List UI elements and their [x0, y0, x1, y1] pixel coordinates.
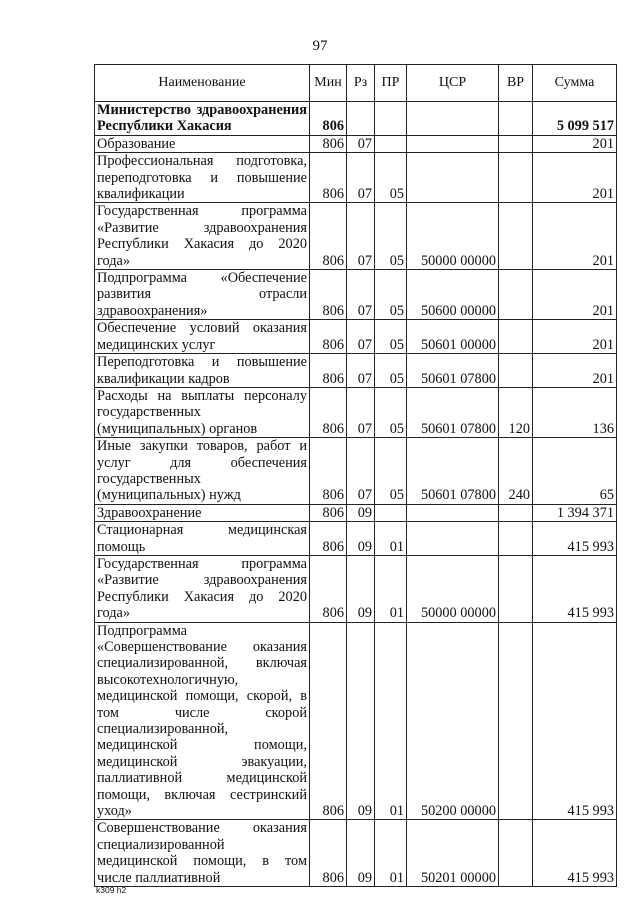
header-vr: ВР — [499, 65, 533, 102]
table-row — [95, 438, 617, 505]
row-rz: 07 — [347, 438, 375, 505]
row-name: Стационарная медицинская помощь — [95, 522, 310, 556]
page-number: 97 — [312, 38, 328, 54]
row-csr: 50600 00000 — [407, 270, 499, 320]
row-csr: 50601 07800 — [407, 387, 499, 437]
row-sum: 201 — [533, 135, 617, 152]
row-pr — [375, 135, 407, 152]
row-pr: 01 — [375, 555, 407, 622]
row-csr: 50200 00000 — [407, 622, 499, 820]
row-vr — [499, 320, 533, 354]
row-sum: 201 — [533, 354, 617, 388]
row-csr: 50601 07800 — [407, 438, 499, 505]
table-row — [95, 622, 617, 820]
row-min: 806 — [310, 820, 347, 887]
header-csr: ЦСР — [407, 65, 499, 102]
row-min: 806 — [310, 622, 347, 820]
row-name: Расходы на выплаты персоналу государственных (муниципальных) органов — [95, 387, 310, 437]
row-rz: 07 — [347, 354, 375, 388]
row-min: 806 — [310, 354, 347, 388]
row-pr: 05 — [375, 203, 407, 270]
row-csr — [407, 153, 499, 203]
row-name: Государственная программа «Развитие здравоохранения Республики Хакасия до 2020 года» — [95, 203, 310, 270]
row-name: Подпрограмма «Обеспечение развития отрасли здравоохранения» — [95, 270, 310, 320]
table-row — [95, 522, 617, 556]
footer-code: k309 h2 — [96, 885, 127, 895]
row-vr — [499, 622, 533, 820]
table-row — [95, 102, 617, 136]
row-sum: 1 394 371 — [533, 504, 617, 521]
row-sum: 415 993 — [533, 622, 617, 820]
row-vr: 240 — [499, 438, 533, 505]
row-sum: 201 — [533, 153, 617, 203]
row-pr: 05 — [375, 354, 407, 388]
row-min: 806 — [310, 438, 347, 505]
row-vr — [499, 820, 533, 887]
row-name: Профессиональная подготовка, переподготовка и повышение квалификации — [95, 153, 310, 203]
row-name: Обеспечение условий оказания медицинских услуг — [95, 320, 310, 354]
row-vr — [499, 555, 533, 622]
row-pr: 05 — [375, 320, 407, 354]
table-row — [95, 555, 617, 622]
row-rz: 07 — [347, 203, 375, 270]
row-csr: 50000 00000 — [407, 203, 499, 270]
row-name: Иные закупки товаров, работ и услуг для обеспечения государственных (муниципальных) нужд — [95, 438, 310, 505]
header-min: Мин — [310, 65, 347, 102]
row-pr: 05 — [375, 438, 407, 505]
row-vr — [499, 270, 533, 320]
row-sum: 415 993 — [533, 522, 617, 556]
row-min: 806 — [310, 504, 347, 521]
table-row — [95, 387, 617, 437]
row-sum: 201 — [533, 270, 617, 320]
row-name: Совершенствование оказания специализированной медицинской помощи, в том числе паллиативной — [95, 820, 310, 887]
row-pr: 01 — [375, 522, 407, 556]
row-rz — [347, 102, 375, 136]
table-row — [95, 320, 617, 354]
header-sum: Сумма — [533, 65, 617, 102]
row-min: 806 — [310, 555, 347, 622]
row-csr: 50201 00000 — [407, 820, 499, 887]
row-vr — [499, 354, 533, 388]
row-rz: 09 — [347, 504, 375, 521]
row-name: Переподготовка и повышение квалификации кадров — [95, 354, 310, 388]
row-vr — [499, 153, 533, 203]
row-csr: 50000 00000 — [407, 555, 499, 622]
table-row — [95, 270, 617, 320]
row-min: 806 — [310, 153, 347, 203]
row-sum: 201 — [533, 203, 617, 270]
row-min: 806 — [310, 102, 347, 136]
row-pr: 01 — [375, 820, 407, 887]
row-name: Здравоохранение — [95, 504, 310, 521]
row-min: 806 — [310, 522, 347, 556]
row-vr — [499, 203, 533, 270]
table-row — [95, 153, 617, 203]
row-rz: 07 — [347, 387, 375, 437]
row-name: Министерство здравоохранения Республики Хакасия — [95, 102, 310, 136]
row-pr: 05 — [375, 153, 407, 203]
table-row — [95, 135, 617, 152]
budget-table — [94, 64, 617, 887]
row-sum: 136 — [533, 387, 617, 437]
row-rz: 07 — [347, 153, 375, 203]
row-vr — [499, 102, 533, 136]
row-pr — [375, 102, 407, 136]
row-csr — [407, 102, 499, 136]
row-sum: 415 993 — [533, 555, 617, 622]
table-row — [95, 820, 617, 887]
row-sum: 201 — [533, 320, 617, 354]
row-name: Образование — [95, 135, 310, 152]
header-pr: ПР — [375, 65, 407, 102]
row-vr — [499, 504, 533, 521]
row-sum: 5 099 517 — [533, 102, 617, 136]
table-row — [95, 504, 617, 521]
row-name: Государственная программа «Развитие здравоохранения Республики Хакасия до 2020 года» — [95, 555, 310, 622]
row-csr — [407, 504, 499, 521]
row-vr: 120 — [499, 387, 533, 437]
row-vr — [499, 135, 533, 152]
row-sum: 65 — [533, 438, 617, 505]
row-pr: 05 — [375, 387, 407, 437]
row-rz: 09 — [347, 820, 375, 887]
row-csr — [407, 135, 499, 152]
row-pr — [375, 504, 407, 521]
row-min: 806 — [310, 320, 347, 354]
row-name: Подпрограмма «Совершенствование оказания специализированной, включая высокотехнологичную, медицинской помощи, скорой, в том числе скорой специализированной, медицинской помощи, медицинской эвакуации, паллиативной медицинской помощи, включая сестринский уход» — [95, 622, 310, 820]
header-rz: Рз — [347, 65, 375, 102]
row-rz: 09 — [347, 522, 375, 556]
row-rz: 07 — [347, 135, 375, 152]
row-sum: 415 993 — [533, 820, 617, 887]
row-csr: 50601 07800 — [407, 354, 499, 388]
row-vr — [499, 522, 533, 556]
row-pr: 05 — [375, 270, 407, 320]
table-header-row — [95, 65, 617, 102]
row-min: 806 — [310, 387, 347, 437]
header-name: Наименование — [95, 65, 310, 102]
row-rz: 09 — [347, 555, 375, 622]
row-rz: 07 — [347, 320, 375, 354]
row-csr — [407, 522, 499, 556]
row-min: 806 — [310, 203, 347, 270]
row-min: 806 — [310, 270, 347, 320]
row-rz: 07 — [347, 270, 375, 320]
row-csr: 50601 00000 — [407, 320, 499, 354]
row-rz: 09 — [347, 622, 375, 820]
table-row — [95, 203, 617, 270]
row-pr: 01 — [375, 622, 407, 820]
row-min: 806 — [310, 135, 347, 152]
table-row — [95, 354, 617, 388]
